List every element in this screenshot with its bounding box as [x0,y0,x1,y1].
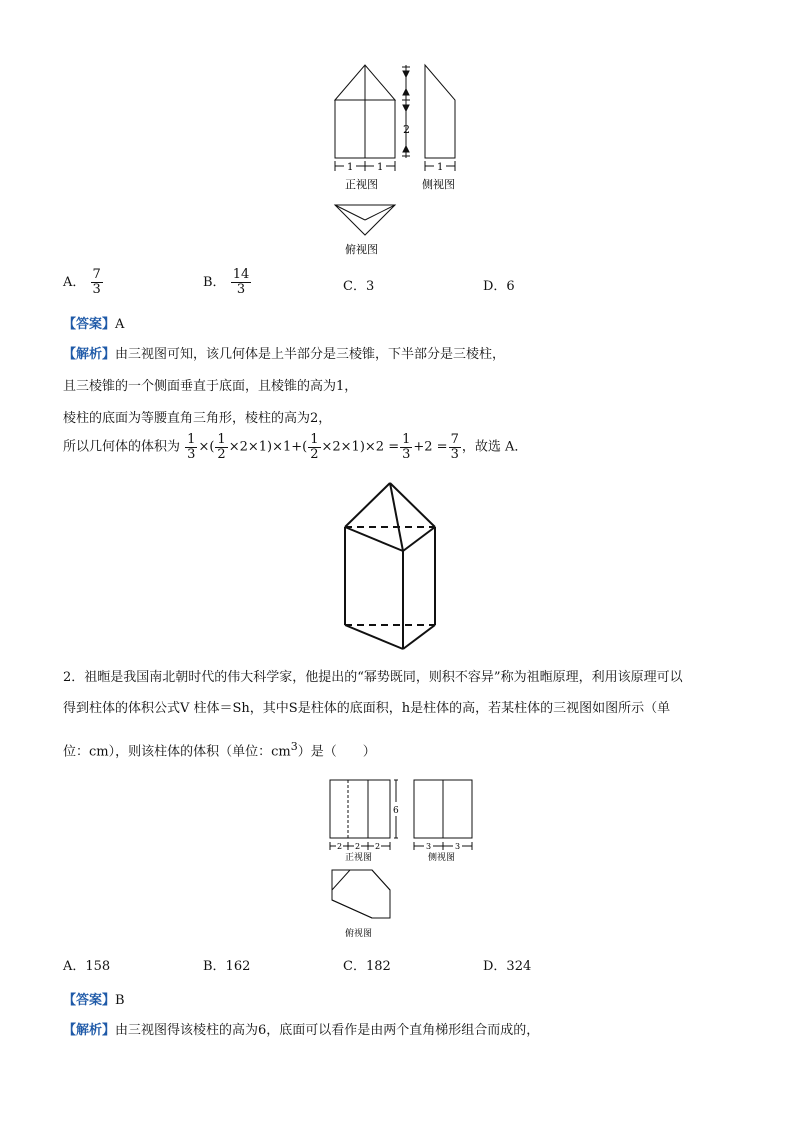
q1-choice-a[interactable]: A． $\frac{7}{3}$ [63,267,101,297]
q2-front-view [330,780,390,838]
q1-analysis-line2: 且三棱锥的一个侧面垂直于底面，且棱锥的高为1， [63,379,358,394]
q1-analysis-line3: 棱柱的底面为等腰直角三角形，棱柱的高为2， [63,411,332,426]
analysis-tag: 【解析】 [63,347,116,362]
q2-dim-2c: 2 [375,842,381,851]
q1-front-view [335,65,395,158]
q2-top-view [332,870,390,918]
q2-top-view-label: 俯视图 [345,929,373,939]
q2-stem-line3: 位：cm），则该柱体的体积（单位：$cm^3$）是（ ） [63,740,376,760]
q1-choice-c[interactable]: C．3 [343,279,375,294]
q2-answer [63,992,125,1010]
q2-dim-2b: 2 [355,842,361,851]
q2-stem-line1: 2．祖暅是我国南北朝时代的伟大科学家，他提出的“幂势既同，则积不容异”称为祖暅原理，利用该原理可以 [63,670,683,685]
q2-dim-2a: 2 [337,842,343,851]
q1-solid-figure [335,475,445,655]
q1-analysis-line1: 【解析】由三视图可知，该几何体是上半部分是三棱锥，下半部分是三棱柱， [63,347,506,362]
q2-side-view-label: 侧视图 [428,853,456,863]
q1-choice-b[interactable]: B． $\frac{14}{3}$ [203,267,250,297]
analysis-tag: 【解析】 [63,1023,116,1038]
q2-choice-d[interactable]: D．324 [483,959,532,974]
q1-three-views-figure [320,55,480,260]
answer-tag: 【答案】 [63,993,116,1008]
q2-side-view [414,780,472,838]
q2-dim-3b: 3 [455,842,461,851]
q1-choice-d[interactable]: D．6 [483,279,515,294]
answer-value: B [115,993,125,1008]
q1-answer [63,316,124,334]
q1-side-view [425,65,455,158]
q1-top-view [335,205,395,235]
q2-stem-line2: 得到柱体的体积公式V 柱体＝Sh，其中S是柱体的底面积，h是柱体的高，若某柱体的三视图如图所示（单 [63,701,671,716]
q1-dim-width-1a: 1 [347,162,354,173]
q2-three-views-figure [310,772,510,944]
q1-dim-width-1b: 1 [377,162,384,173]
answer-tag: 【答案】 [63,317,116,332]
q2-dim-3a: 3 [426,842,432,851]
q1-dim-height-2: 2 [403,123,410,136]
q1-side-view-label: 侧视图 [422,178,455,191]
q1-front-view-label: 正视图 [345,178,378,191]
answer-value: A [115,317,125,332]
q1-top-view-label: 俯视图 [345,243,378,256]
q1-volume-formula: 所以几何体的体积为 $\frac{1}{3}$ ×( $\frac{1}{2}$ ×2×1)×1+( $\frac{1}{2}$ ×2×1)×2 = $\frac{1}{3}$ +2 = $\frac{7}{3}$ ，故选 A． [63,432,528,462]
q2-choice-c[interactable]: C．182 [343,959,391,974]
q2-choice-b[interactable]: B．162 [203,959,251,974]
q2-front-view-label: 正视图 [345,853,373,863]
q2-choice-a[interactable]: A．158 [63,959,111,974]
q2-analysis-line1: 【解析】由三视图得该棱柱的高为6，底面可以看作是由两个直角梯形组合而成的， [63,1023,540,1038]
q2-dim-6: 6 [393,806,399,816]
q1-side-dim-1: 1 [437,162,444,173]
